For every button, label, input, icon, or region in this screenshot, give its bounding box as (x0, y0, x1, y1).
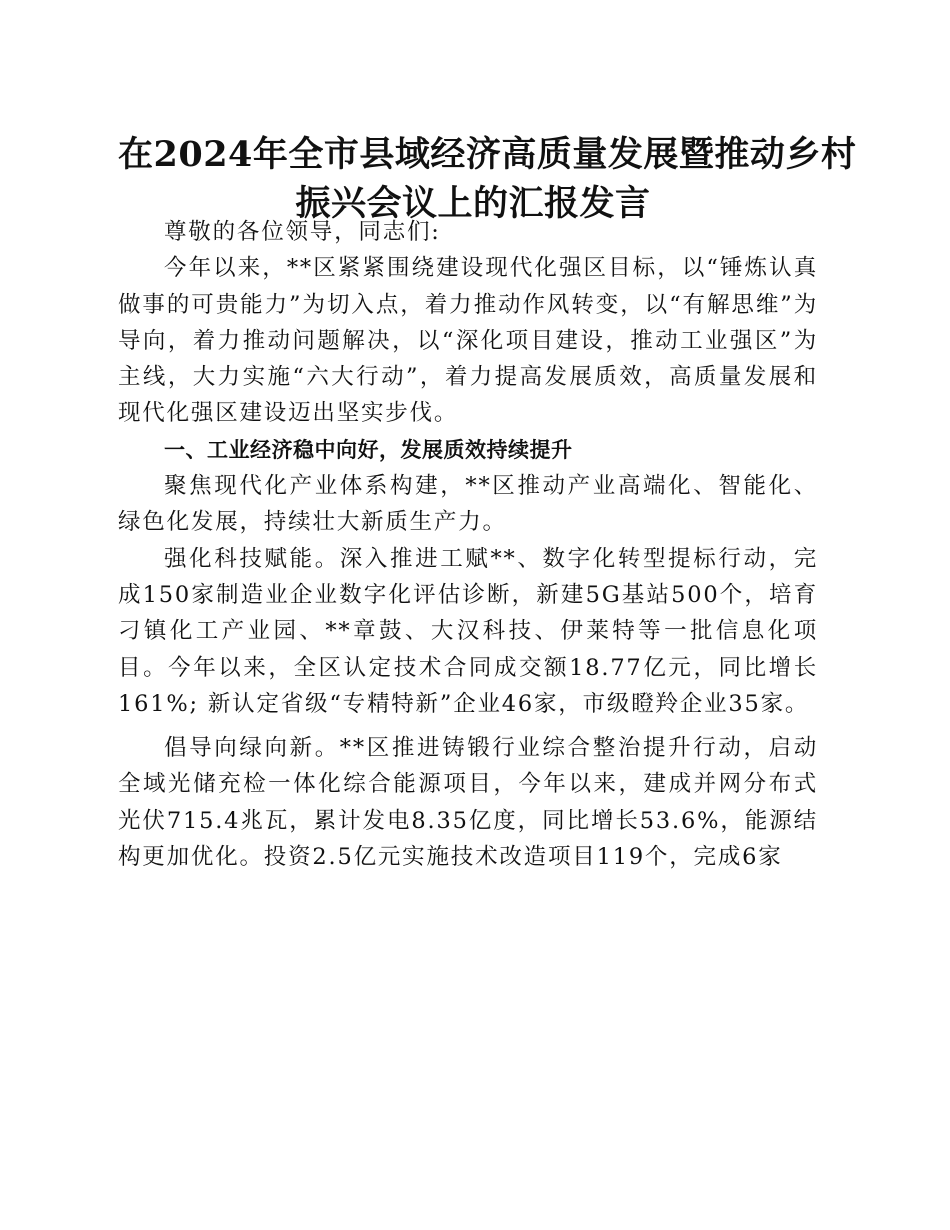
paragraph-green-innovation: 倡导向绿向新。**区推进铸锻行业综合整治提升行动，启动全域光储充检一体化综合能源项目，今年以来，建成并网分布式光伏715.4兆瓦，累计发电8.35亿度，同比增长53.6%，能源结构更加优化。投资2.5亿元实施技术改造项目119个，完成6家 (118, 735, 818, 871)
salutation: 尊敬的各位领导，同志们: (164, 219, 441, 245)
paragraph-intro: 今年以来，**区紧紧围绕建设现代化强区目标，以“锤炼认真做事的可贵能力”为切入点，着力推动作风转变，以“有解思维”为导向，着力推动问题解决，以“深化项目建设，推动工业强区”为主线，大力实施“六大行动”，着力提高发展质效，高质量发展和现代化强区建设迈出坚实步伐。 (118, 255, 818, 427)
document-body (118, 214, 818, 875)
paragraph-tech-empowerment: 强化科技赋能。深入推进工赋**、数字化转型提标行动，完成150家制造业企业数字化评估诊断，新建5G基站500个，培育刁镇化工产业园、**章鼓、大汉科技、伊莱特等一批信息化项目。今年以来，全区认定技术合同成交额18.77亿元，同比增长161%; 新认定省级“专精特新”企业46家，市级瞪羚企业35家。 (118, 545, 818, 717)
paragraph-industry-focus: 聚焦现代化产业体系构建，**区推动产业高端化、智能化、绿色化发展，持续壮大新质生产力。 (118, 473, 818, 536)
section-heading-1: 一、工业经济稳中向好，发展质效持续提升 (164, 437, 573, 462)
title-line-1: 在2024年全市县域经济高质量发展暨推动乡村 (118, 134, 857, 175)
title-line-2: 振兴会议上的汇报发言 (295, 183, 651, 224)
